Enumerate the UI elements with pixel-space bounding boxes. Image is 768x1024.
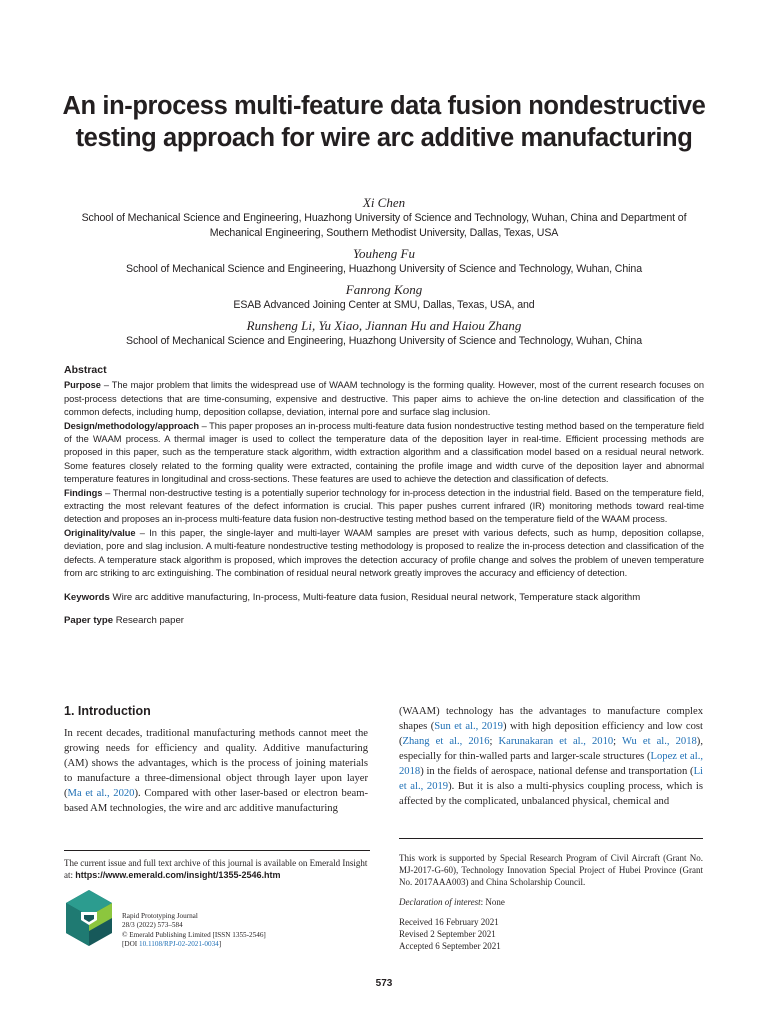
body-text: ) with high deposition efficiency and low cost (: [399, 721, 703, 747]
journal-volume: 28/3 (2022) 573–584: [122, 921, 183, 930]
originality-label: Originality/value: [64, 527, 136, 538]
body-text: ), especially for thin-walled parts and larger-scale structures (: [399, 736, 703, 762]
intro-right-column: [399, 704, 703, 809]
findings-label: Findings: [64, 487, 103, 498]
citation-link[interactable]: Lopez et al., 2018: [399, 751, 703, 777]
body-text: ;: [613, 736, 622, 747]
paper-type-label: Paper type: [64, 614, 114, 626]
revised-date: Revised 2 September 2021: [399, 929, 496, 939]
citation-link[interactable]: Karunakaran et al., 2010: [498, 736, 614, 747]
intro-paragraph: [64, 726, 368, 816]
findings-text: – Thermal non-destructive testing is a potentially superior technology for in-process detection in the industrial field. Based on the temperature field, extracting the most relevant features of the defect information is crucial. This paper pushes current infrared (IR) monitoring methods toward real-time detection and proposes an in-process multi-feature data fusion non-destructive testing method based on the temperature field of the WAAM process.: [64, 487, 704, 525]
doi-prefix: [DOI: [122, 940, 139, 949]
accepted-date: Accepted 6 September 2021: [399, 941, 501, 951]
purpose-text: – The major problem that limits the widespread use of WAAM technology is the forming quality. However, most of the current research focuses on post-process detections that are time-consuming, expensive and destructive. This paper aims to achieve the on-line detection and classification of the common defects, including hump, deposition collapse, deviation, internal pore and surface slag inclusion.: [64, 380, 704, 418]
paper-type: [64, 614, 704, 627]
citation-link[interactable]: Zhang et al., 2016: [402, 736, 490, 747]
page-number: 573: [375, 978, 393, 989]
keywords-text: Wire arc additive manufacturing, In-process, Multi-feature data fusion, Residual neural network, Temperature stack algorithm: [109, 591, 641, 603]
citation-link[interactable]: Li et al., 2019: [399, 766, 703, 792]
purpose-label: Purpose: [64, 380, 101, 391]
abstract-purpose: [64, 379, 704, 419]
citation-link[interactable]: Wu et al., 2018: [621, 736, 697, 747]
paper-type-text: Research paper: [113, 614, 184, 626]
abstract-originality: [64, 527, 704, 581]
author-name: Fanrong Kong: [345, 282, 423, 297]
intro-paragraph: [399, 704, 703, 809]
abstract-heading: Abstract: [64, 364, 107, 376]
declaration-label: Declaration of interest: [399, 897, 481, 907]
citation-link[interactable]: Ma et al., 2020: [67, 788, 135, 799]
body-text: ;: [489, 736, 499, 747]
journal-citation: [122, 912, 266, 950]
doi-link[interactable]: 10.1108/RPJ-02-2021-0034: [138, 940, 219, 949]
intro-left-column: [64, 704, 368, 816]
archive-footnote: [64, 857, 374, 881]
author-affiliation: ESAB Advanced Joining Center at SMU, Dallas, Texas, USA, and: [233, 299, 535, 311]
body-text: ) in the fields of aerospace, national defense and transportation (: [420, 766, 694, 777]
originality-text: – In this paper, the single-layer and multi-layer WAAM samples are preset with various defects, such as hump, deposition collapse, deviation, pore and slag inclusion. A multi-feature nondestructive testing methodology is proposed to realize the in-process detection and classification of the defects. A temperature stack algorithm is proposed, which improves the detection accuracy of profile change and solves the problem of uneven temperature from arc striking to arc extinguishing. The combination of residual neural network greatly improves the accuracy and efficiency of detection.: [64, 527, 704, 579]
author-affiliation: School of Mechanical Science and Engineering, Huazhong University of Science and Technology, Wuhan, China: [126, 263, 642, 275]
journal-doi: [122, 940, 266, 949]
author-block: [40, 194, 728, 353]
design-text: – This paper proposes an in-process multi-feature data fusion nondestructive testing method based on the temperature field of the WAAM process. A thermal imager is used to collect the temperature data of the deposition layer in real-time. Efficient processing methods are proposed in this paper, such as the temperature stack algorithm, width extraction algorithm and a classification model based on a residual neural network. Some features closely related to the forming quality were extracted, containing the profile image and width curve of the deposition layer and abnormal temperature features in longitudinal and cross-sections. These features are used to achieve the detection and classification of defects.: [64, 420, 704, 485]
declaration-text: : None: [480, 897, 505, 907]
declaration: [399, 896, 703, 908]
citation-link[interactable]: Sun et al., 2019: [434, 721, 503, 732]
journal-publisher: © Emerald Publishing Limited [ISSN 1355-2546]: [122, 930, 266, 939]
received-date: Received 16 February 2021: [399, 917, 499, 927]
emerald-logo-icon: [64, 888, 114, 948]
design-label: Design/methodology/approach: [64, 420, 200, 431]
archive-url-link[interactable]: https://www.emerald.com/insight/1355-2546.htm: [75, 870, 281, 880]
body-text: ). But it is also a multi-physics coupling process, which is affected by the complicated, unbalanced physical, chemical and: [399, 781, 703, 807]
keywords: [64, 591, 704, 604]
body-text: ). Compared with other laser-based or electron beam-based AM technologies, the wire and arc additive manufacturing: [64, 788, 369, 814]
author-affiliation: School of Mechanical Science and Engineering, Huazhong University of Science and Technology, Wuhan, China and Department of Mechanical Engineering, Southern Methodist University, Dallas, Texas, USA: [81, 212, 687, 239]
paper-title: An in-process multi-feature data fusion nondestructive testing approach for wire arc additive manufacturing: [62, 92, 706, 152]
journal-name: Rapid Prototyping Journal: [122, 912, 198, 920]
keywords-label: Keywords: [64, 591, 110, 603]
abstract-findings: [64, 487, 704, 527]
funding-footnote: [399, 852, 703, 952]
footnote-divider-right: [399, 838, 703, 839]
doi-suffix: ]: [218, 940, 222, 949]
footnote-divider-left: [64, 850, 370, 851]
funding-text: This work is supported by Special Research Program of Civil Aircraft (Grant No. MJ-2017-G-60), Technology Innovation Special Project of Hubei Province (Grant No. 2017AAA003) and China Scholarship Council.: [399, 853, 703, 887]
journal-info-block: [64, 888, 364, 958]
archive-text: The current issue and full text archive of this journal is available on Emerald Insight at:: [64, 858, 368, 880]
author-name: Xi Chen: [362, 195, 406, 210]
abstract-design: [64, 420, 704, 487]
section-heading: 1. Introduction: [64, 704, 151, 718]
author-name: Youheng Fu: [353, 246, 415, 261]
author-affiliation: School of Mechanical Science and Engineering, Huazhong University of Science and Technology, Wuhan, China: [126, 335, 642, 347]
author-name: Runsheng Li, Yu Xiao, Jiannan Hu and Haiou Zhang: [246, 318, 522, 333]
body-text: (WAAM) technology has the advantages to manufacture complex shapes (: [399, 706, 703, 732]
body-text: In recent decades, traditional manufacturing methods cannot meet the growing needs for efficiency and quality. Additive manufacturing (AM) shows the advantages, which is the process of joining materials to manufacture a three-dimensional object through layer upon layer (: [64, 728, 368, 799]
abstract-section: [64, 364, 704, 627]
